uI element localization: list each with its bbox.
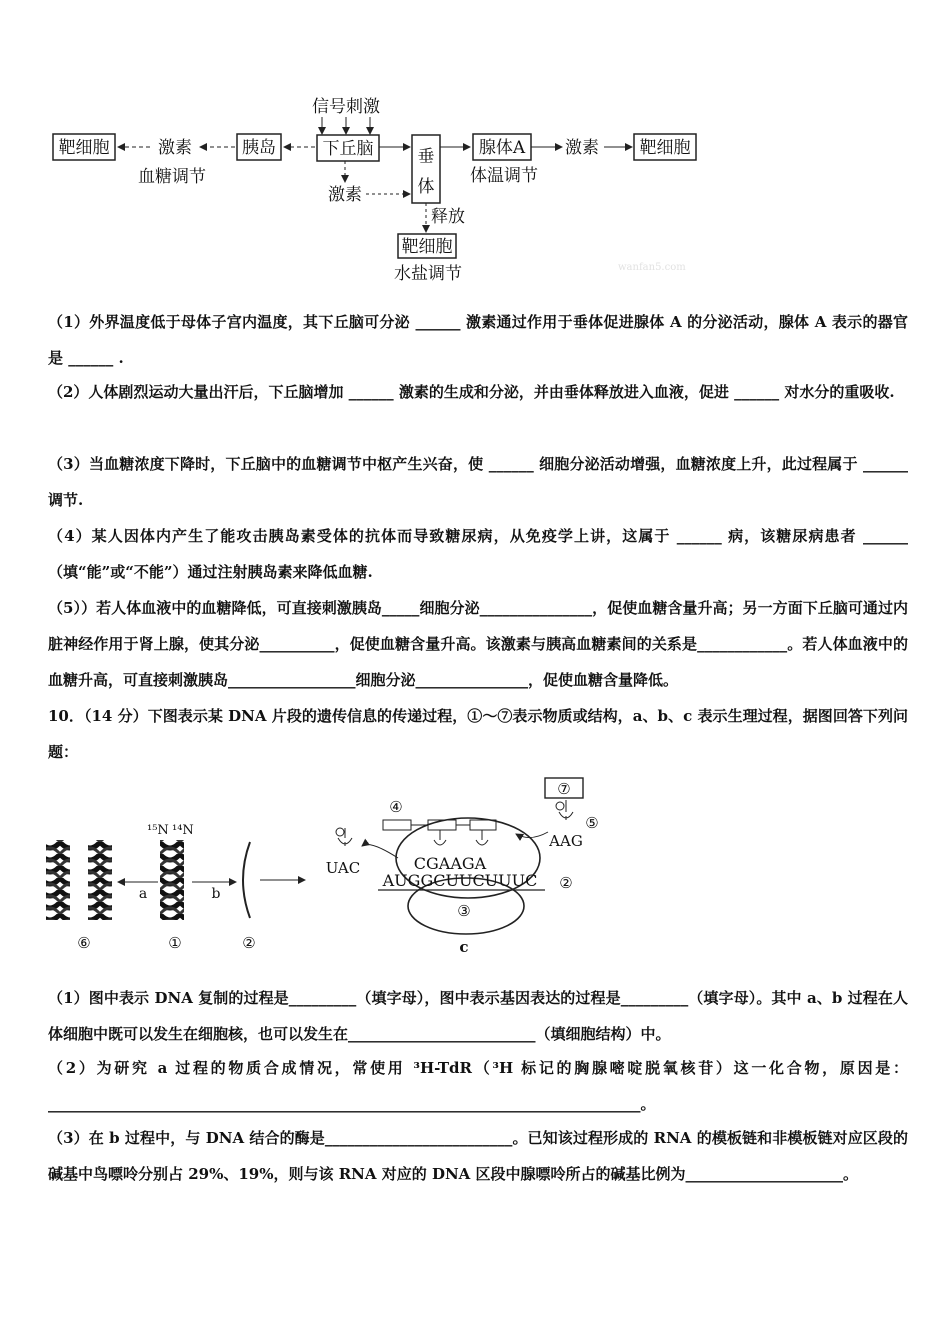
q10-part1: （1）图中表示 DNA 复制的过程是_________（填字母），图中表示基因表达的过程是_________（填字母）。其中 a、b 过程在人体细胞中既可以发生在细胞核，也可以发生在_________________________（填细胞结构）中。 xyxy=(48,989,908,1043)
temp-reg-label: 体温调节 xyxy=(470,166,538,186)
pituitary-1: 垂 xyxy=(417,147,435,167)
label-b: b xyxy=(211,886,221,902)
target-cell-bottom: 靶细胞 xyxy=(401,237,453,257)
dna-helix-left-2 xyxy=(88,840,112,920)
q10-part3: （3）在 b 过程中，与 DNA 结合的酶是_________________________。已知该过程形成的 RNA 的模板链和非模板链对应区段的碱基中鸟嘌呤分别占 29%、19%，则与该 RNA 对应的 DNA 区段中腺嘌呤所占的碱基比例为_____________________。 xyxy=(48,1129,908,1183)
polypeptide-chain xyxy=(383,820,411,830)
q10-intro: 10．（14 分）下图表示某 DNA 片段的遗传信息的传递过程，①～⑦表示物质或结构，a、b、c 表示生理过程，据图回答下列问题： xyxy=(48,707,908,761)
q9-part5: （5））若人体血液中的血糖降低，可直接刺激胰岛_____细胞分泌_______________，促使血糖含量升高；另一方面下丘脑可通过内脏神经作用于肾上腺，使其分泌__________，促使血糖含量升高。该激素与胰高血糖素间的关系是____________。若人体血液中的血糖升高，可直接刺激胰岛_________________细胞分泌_______________，促使血糖含量降低。 xyxy=(48,599,908,689)
q9-part4: （4）某人因体内产生了能攻击胰岛素受体的抗体而导致糖尿病，从免疫学上讲，这属于 ______ 病，该糖尿病患者 ______（填“能”或“不能”）通过注射胰岛素来降低血糖. xyxy=(48,527,908,581)
circle-4: ④ xyxy=(389,798,403,816)
hormone-right: 激素 xyxy=(565,138,599,158)
circle-1: ① xyxy=(168,934,182,952)
blood-sugar-reg-label: 血糖调节 xyxy=(138,167,206,187)
circle-2b: ② xyxy=(559,874,573,892)
hypothalamus: 下丘脑 xyxy=(322,139,374,159)
water-salt-reg-label: 水盐调节 xyxy=(394,264,462,284)
mrna-sequence: AUGGCUUCUUUC xyxy=(382,871,538,890)
q10-part2: （2）为研究 a 过程的物质合成情况，常使用 ³H-TdR（³H 标记的胸腺嘧啶脱氧核苷）这一化合物，原因是：_______________________________________________________________________________。 xyxy=(48,1059,908,1113)
pancreas: 胰岛 xyxy=(242,138,276,158)
amino-acid-1 xyxy=(428,820,456,830)
anticodon-left: UAC xyxy=(325,859,361,877)
circle-5: ⑤ xyxy=(585,814,599,832)
dna-helix-middle xyxy=(160,840,184,920)
target-cell-right: 靶细胞 xyxy=(639,138,691,158)
dna-helix-left-1 xyxy=(46,840,70,920)
q9-part2: （2）人体剧烈运动大量出汗后，下丘脑增加 ______ 激素的生成和分泌，并由垂体释放进入血液，促进 ______ 对水分的重吸收. xyxy=(48,383,895,401)
anticodon-right: AAG xyxy=(549,832,583,850)
circle-3: ③ xyxy=(457,902,471,920)
label-c: c xyxy=(459,938,469,956)
dna-process-diagram xyxy=(0,770,950,970)
hormone-mid: 激素 xyxy=(328,185,362,205)
pituitary-2: 体 xyxy=(417,177,435,197)
signal-stimulus: 信号刺激 xyxy=(312,97,380,117)
target-cell-left: 靶细胞 xyxy=(58,138,110,158)
release-label: 释放 xyxy=(431,207,465,227)
circle-7: ⑦ xyxy=(557,780,571,798)
trna-anticodons: CGAAGA xyxy=(413,854,487,873)
trna-left xyxy=(338,828,352,846)
amino-acid-2 xyxy=(470,820,496,830)
hormone-left: 激素 xyxy=(158,138,192,158)
mrna-strand xyxy=(243,842,250,918)
label-15n: ¹⁵N xyxy=(147,823,169,838)
circle-2: ② xyxy=(242,934,256,952)
regulation-diagram xyxy=(0,0,950,300)
label-a: a xyxy=(138,886,148,902)
circle-6: ⑥ xyxy=(77,934,91,952)
label-14n: ¹⁴N xyxy=(172,823,194,838)
q9-part1: （1）外界温度低于母体子宫内温度，其下丘脑可分泌 ______ 激素通过作用于垂体促进腺体 A 的分泌活动，腺体 A 表示的器官是 ______ . xyxy=(48,313,908,367)
watermark: wanfan5.com xyxy=(618,262,686,273)
gland-a: 腺体A xyxy=(478,138,526,158)
q9-part3: （3）当血糖浓度下降时，下丘脑中的血糖调节中枢产生兴奋，使 ______ 细胞分泌活动增强，血糖浓度上升，此过程属于 ______ 调节. xyxy=(48,455,914,509)
